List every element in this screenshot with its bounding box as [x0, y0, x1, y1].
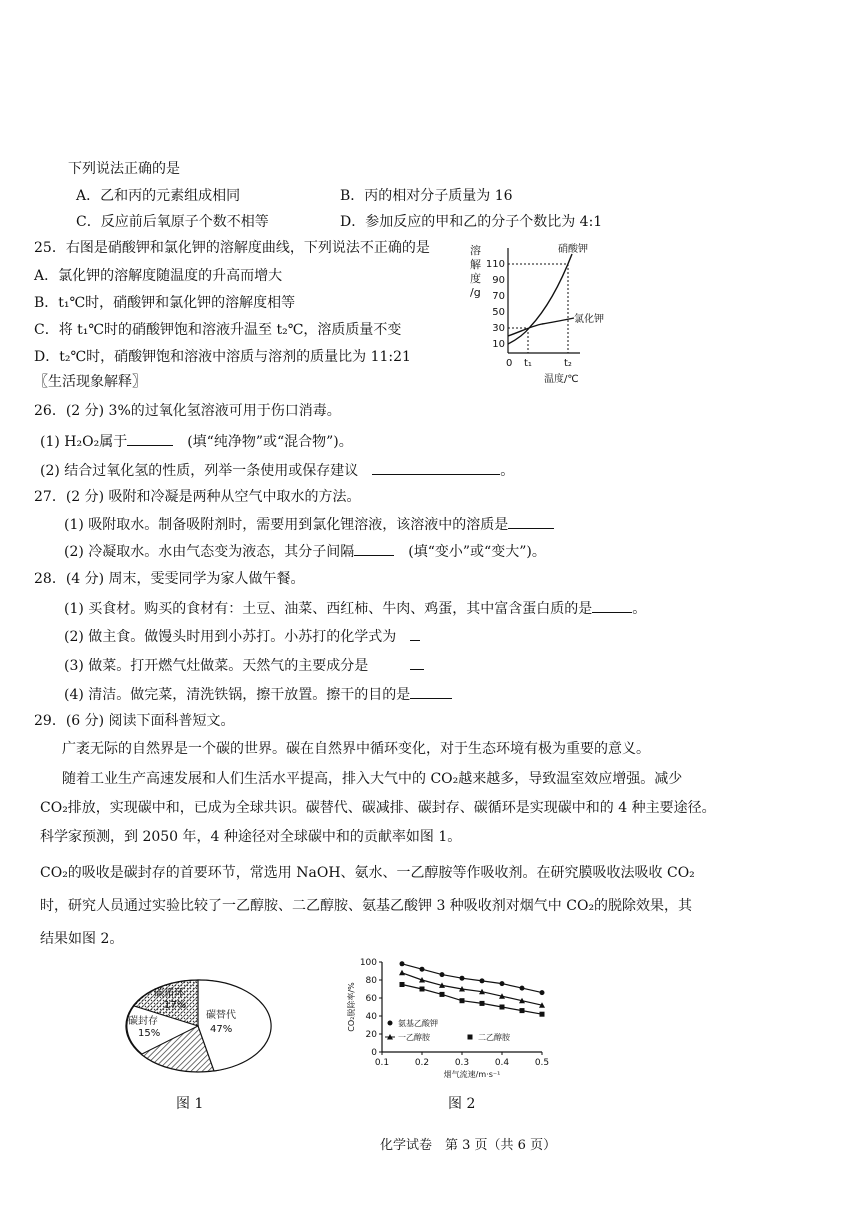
fig1-caption: 图 1	[176, 1096, 204, 1112]
ytick-label: 20	[365, 1030, 377, 1040]
q25-option-b: B．t₁℃时，硝酸钾和氯化钾的溶解度相等	[34, 295, 296, 311]
q28-part4-text: (4) 清洁。做完菜，清洗铁锅，擦干放置。擦干的目的是	[64, 687, 411, 703]
q28-part1-text: (1) 买食材。购买的食材有：土豆、油菜、西红柿、牛肉、鸡蛋，其中富含蛋白质的是	[64, 601, 593, 617]
q25-stem: 25．右图是硝酸钾和氯化钾的溶解度曲线，下列说法不正确的是	[34, 240, 430, 256]
q25-option-d: D．t₂℃时，硝酸钾饱和溶液中溶质与溶剂的质量比为 11:21	[34, 349, 411, 365]
data-point-circle	[540, 990, 545, 995]
ytick-label: 110	[485, 259, 505, 270]
q28-part2	[64, 626, 420, 646]
ytick-label: 80	[365, 976, 377, 986]
pie-value: 17%	[164, 1000, 187, 1011]
data-point-square	[520, 1008, 525, 1013]
legend-label: 一乙醇胺	[398, 1033, 430, 1042]
section-title: 〖生活现象解释〗	[34, 374, 146, 390]
ylabel-char: 溶	[470, 244, 481, 257]
data-point-square	[500, 1005, 505, 1010]
kno3-curve	[508, 254, 572, 344]
q27-stem: 27．(2 分) 吸附和冷凝是两种从空气中取水的方法。	[34, 489, 361, 505]
q29-para2-line2: CO₂排放，实现碳中和，已成为全球共识。碳替代、碳减排、碳封存、碳循环是实现碳中和的 4 种主要途径。	[40, 800, 716, 816]
legend-label: 二乙醇胺	[478, 1033, 510, 1042]
data-point-square	[540, 1012, 545, 1017]
q28-part3-text: (3) 做菜。打开燃气灶做菜。天然气的主要成分是	[64, 658, 369, 674]
data-point-square	[480, 1001, 485, 1006]
q28-part1	[64, 598, 646, 618]
pie-value: 15%	[138, 1028, 161, 1039]
xtick-label: t₁	[524, 358, 532, 369]
data-point-triangle	[399, 970, 405, 976]
legend-marker	[468, 1035, 473, 1040]
ytick-label: 100	[359, 958, 377, 968]
xtick-label: 0	[506, 358, 513, 369]
answer-blank[interactable]	[508, 514, 554, 529]
answer-blank[interactable]	[410, 655, 424, 670]
q28-part2-text: (2) 做主食。做馒头时用到小苏打。小苏打的化学式为	[64, 629, 397, 645]
q29-stem: 29．(6 分) 阅读下面科普短文。	[34, 713, 235, 729]
legend-label: 氨基乙酸钾	[398, 1019, 438, 1028]
ytick-label: 60	[365, 994, 377, 1004]
q25-option-a: A．氯化钾的溶解度随温度的升高而增大	[34, 268, 283, 284]
data-point-square	[460, 998, 465, 1003]
data-point-square	[400, 982, 405, 987]
x-axis-label: 烟气流速/m·s⁻¹	[443, 1070, 501, 1079]
q24-option-b: B．丙的相对分子质量为 16	[340, 188, 513, 204]
ytick-label: 0	[371, 1048, 377, 1058]
xtick-label: t₂	[564, 358, 572, 369]
ylabel-char: 度	[470, 272, 481, 285]
q28-part3	[64, 655, 424, 675]
fig2-caption: 图 2	[448, 1096, 476, 1112]
kcl-label: 氯化钾	[574, 314, 604, 325]
q25-option-c: C．将 t₁℃时的硝酸钾饱和溶液升温至 t₂℃，溶质质量不变	[34, 322, 402, 338]
q27-part2	[64, 541, 546, 561]
data-point-circle	[420, 967, 425, 972]
solubility-chart	[462, 240, 612, 388]
legend-marker	[388, 1021, 393, 1026]
q27-part1-text: (1) 吸附取水。制备吸附剂时，需要用到氯化锂溶液，该溶液中的溶质是	[64, 517, 509, 533]
q28-part1-end: 。	[632, 601, 647, 617]
q27-part1	[64, 514, 554, 534]
q24-option-c: C．反应前后氧原子个数不相等	[76, 214, 269, 230]
ytick-label: 10	[492, 339, 505, 350]
q26-part2	[40, 460, 514, 480]
fig1-pie-chart	[120, 972, 280, 1082]
pie-slice-carbon-substitution	[198, 980, 271, 1071]
data-point-circle	[460, 976, 465, 981]
q26-part2-end: 。	[500, 463, 515, 479]
q26-stem: 26．(2 分) 3%的过氧化氢溶液可用于伤口消毒。	[34, 403, 341, 419]
data-point-circle	[400, 961, 405, 966]
ytick-label: 40	[365, 1012, 377, 1022]
kcl-curve	[508, 318, 574, 336]
ytick-label: 50	[492, 307, 505, 318]
answer-blank[interactable]	[592, 598, 632, 613]
q27-part2-text: (2) 冷凝取水。水由气态变为液态，其分子间隔	[64, 544, 355, 560]
answer-blank[interactable]	[410, 684, 452, 699]
q29-para3-line1: CO₂的吸收是碳封存的首要环节，常选用 NaOH、氨水、一乙醇胺等作吸收剂。在研究膜吸收法吸收 CO₂	[40, 865, 695, 881]
q29-para2-line3: 科学家预测，到 2050 年，4 种途径对全球碳中和的贡献率如图 1。	[40, 829, 462, 845]
xtick-label: 0.3	[454, 1058, 470, 1068]
data-point-circle	[500, 981, 505, 986]
pie-label: 碳循环	[154, 988, 184, 999]
ytick-label: 90	[492, 275, 505, 286]
ylabel-char: 解	[470, 258, 481, 271]
xtick-label: 0.5	[534, 1058, 550, 1068]
answer-blank[interactable]	[127, 431, 173, 446]
pie-label: 碳封存	[128, 1016, 158, 1027]
q27-part2-hint: (填“变小”或“变大”)。	[408, 544, 546, 560]
q26-part1-text: (1) H₂O₂属于	[40, 434, 128, 450]
q29-para3-line3: 结果如图 2。	[40, 931, 124, 947]
page-footer: 化学试卷 第 3 页（共 6 页）	[380, 1138, 557, 1153]
q28-stem: 28．(4 分) 周末，雯雯同学为家人做午餐。	[34, 571, 305, 587]
xtick-label: 0.1	[374, 1058, 390, 1068]
ytick-label: 30	[492, 323, 505, 334]
data-point-square	[420, 987, 425, 992]
xtick-label: 0.2	[414, 1058, 430, 1068]
pie-value: 47%	[210, 1024, 233, 1035]
data-point-circle	[480, 978, 485, 983]
answer-blank[interactable]	[354, 541, 394, 556]
pie-label: 碳替代	[206, 1010, 236, 1021]
q29-para3-line2: 时，研究人员通过实验比较了一乙醇胺、二乙醇胺、氨基乙酸钾 3 种吸收剂对烟气中 CO₂的脱除效果，其	[40, 898, 693, 914]
y-axis-label: CO₂脱除率/%	[347, 982, 356, 1032]
fig2-line-chart	[340, 952, 570, 1082]
data-point-circle	[520, 986, 525, 991]
kno3-label: 硝酸钾	[558, 244, 588, 255]
data-point-circle	[440, 972, 445, 977]
q26-part2-text: (2) 结合过氧化氢的性质，列举一条使用或保存建议	[40, 463, 359, 479]
q24-option-a: A．乙和丙的元素组成相同	[76, 188, 241, 204]
ylabel-char: /g	[470, 286, 481, 299]
xtick-label: 0.4	[494, 1058, 510, 1068]
q28-part4	[64, 684, 452, 704]
q26-part1-hint: (填“纯净物”或“混合物”)。	[187, 434, 353, 450]
q29-para1: 广袤无际的自然界是一个碳的世界。碳在自然界中循环变化，对于生态环境有极为重要的意义。	[62, 741, 650, 757]
q26-part1	[40, 431, 353, 451]
q29-para2-line1: 随着工业生产高速发展和人们生活水平提高，排入大气中的 CO₂越来越多，导致温室效应增强。减少	[62, 771, 683, 787]
q24-intro: 下列说法正确的是	[68, 161, 180, 177]
answer-blank[interactable]	[372, 460, 500, 475]
xlabel: 温度/℃	[544, 374, 579, 385]
answer-blank[interactable]	[410, 626, 420, 641]
ytick-label: 70	[492, 291, 505, 302]
q24-option-d: D．参加反应的甲和乙的分子个数比为 4:1	[340, 214, 603, 230]
data-point-square	[440, 992, 445, 997]
